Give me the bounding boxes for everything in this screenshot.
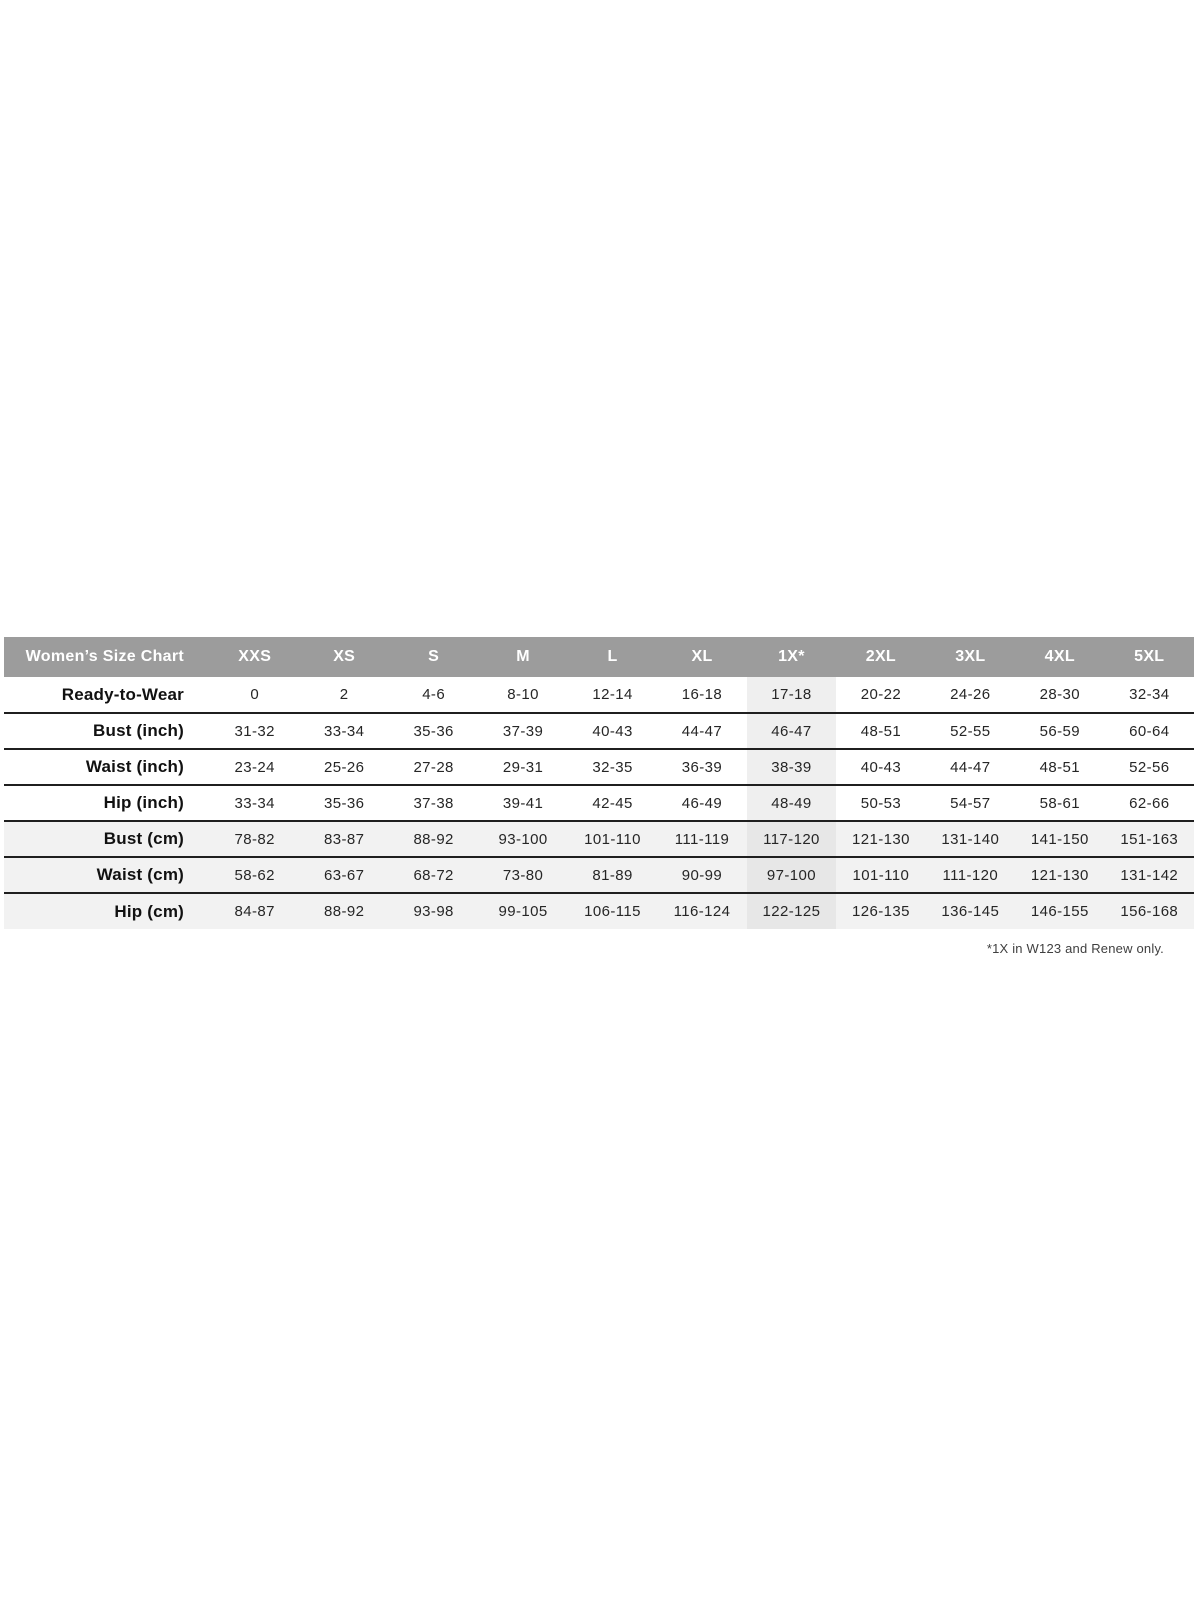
size-cell: 37-39 xyxy=(502,722,544,740)
size-cell: 81-89 xyxy=(592,866,633,884)
size-cell: 4-6 xyxy=(422,686,446,703)
size-cell: 116-124 xyxy=(673,903,731,920)
size-cell: 151-163 xyxy=(1120,830,1179,848)
size-cell: 32-35 xyxy=(592,758,633,776)
size-cell: 126-135 xyxy=(851,903,910,920)
header-row xyxy=(4,637,1194,677)
size-cell: 131-142 xyxy=(1120,866,1179,884)
table-row-waist-cm xyxy=(4,857,1194,893)
size-cell: 101-110 xyxy=(852,866,910,884)
size-cell: 62-66 xyxy=(1129,794,1170,812)
size-cell: 54-57 xyxy=(950,794,991,812)
size-cell: 83-87 xyxy=(323,830,365,848)
header-size-5xl: 5XL xyxy=(1105,637,1194,677)
size-cell: 73-80 xyxy=(502,866,544,884)
size-cell: 93-100 xyxy=(498,830,548,848)
size-cell: 40-43 xyxy=(860,758,902,776)
header-size-1x: 1X* xyxy=(747,637,836,677)
size-cell: 111-120 xyxy=(942,866,999,884)
table-row-bust-inch xyxy=(4,713,1194,749)
header-size-l: L xyxy=(568,637,657,677)
size-cell: 36-39 xyxy=(681,758,723,776)
size-cell: 48-49 xyxy=(747,785,836,821)
size-cell: 44-47 xyxy=(950,758,991,776)
size-cell: 99-105 xyxy=(498,903,548,920)
row-label: Ready-to-Wear xyxy=(61,684,184,704)
size-cell: 31-32 xyxy=(234,722,275,740)
size-cell: 0 xyxy=(250,686,260,703)
size-cell: 44-47 xyxy=(681,722,723,740)
size-cell: 58-61 xyxy=(1039,794,1080,812)
size-cell: 101-110 xyxy=(584,830,641,848)
size-cell: 37-38 xyxy=(413,794,454,812)
size-cell: 46-47 xyxy=(747,713,836,749)
size-cell: 122-125 xyxy=(747,893,836,929)
size-cell: 111-119 xyxy=(674,830,730,848)
header-size-s: S xyxy=(389,637,478,677)
size-cell: 88-92 xyxy=(413,830,454,848)
header-size-2xl: 2XL xyxy=(836,637,925,677)
size-cell: 8-10 xyxy=(507,686,539,703)
size-cell: 84-87 xyxy=(234,903,275,920)
size-cell: 33-34 xyxy=(323,722,365,740)
table-row-hip-inch xyxy=(4,785,1194,821)
size-cell: 88-92 xyxy=(323,903,365,920)
size-cell: 35-36 xyxy=(323,794,365,812)
table-row-waist-inch xyxy=(4,749,1194,785)
size-cell: 42-45 xyxy=(592,794,633,812)
size-cell: 40-43 xyxy=(592,722,633,740)
header-size-m: M xyxy=(478,637,567,677)
row-label: Hip (inch) xyxy=(103,793,184,812)
size-cell: 2 xyxy=(339,686,349,703)
header-size-xxs: XXS xyxy=(210,637,299,677)
size-cell: 63-67 xyxy=(323,866,365,884)
size-cell: 58-62 xyxy=(234,866,275,884)
header-size-xs: XS xyxy=(299,637,388,677)
size-cell: 28-30 xyxy=(1039,686,1080,703)
size-cell: 117-120 xyxy=(747,821,836,857)
size-cell: 39-41 xyxy=(502,794,544,812)
row-label: Waist (inch) xyxy=(85,757,184,776)
size-cell: 48-51 xyxy=(860,722,902,740)
size-cell: 23-24 xyxy=(234,758,275,776)
size-cell: 52-56 xyxy=(1129,758,1170,776)
header-size-4xl: 4XL xyxy=(1015,637,1104,677)
size-cell: 25-26 xyxy=(323,758,365,776)
row-label: Hip (cm) xyxy=(114,901,184,921)
size-cell: 136-145 xyxy=(941,903,1000,920)
size-cell: 52-55 xyxy=(950,722,991,740)
table-row-bust-cm xyxy=(4,821,1194,857)
footnote: *1X in W123 and Renew only. xyxy=(986,941,1164,956)
row-label: Bust (inch) xyxy=(93,721,184,740)
size-cell: 93-98 xyxy=(413,903,454,920)
table-row-ready-to-wear xyxy=(4,677,1194,713)
size-cell: 24-26 xyxy=(950,686,991,703)
row-label: Bust (cm) xyxy=(103,829,184,848)
row-label: Waist (cm) xyxy=(96,865,184,884)
header-size-xl: XL xyxy=(657,637,746,677)
size-cell: 146-155 xyxy=(1030,903,1089,920)
size-cell: 121-130 xyxy=(1030,866,1089,884)
size-cell: 38-39 xyxy=(747,749,836,785)
size-cell: 17-18 xyxy=(747,677,836,713)
size-cell: 60-64 xyxy=(1129,722,1170,740)
header-size-3xl: 3XL xyxy=(926,637,1015,677)
size-cell: 121-130 xyxy=(851,830,910,848)
size-cell: 50-53 xyxy=(860,794,902,812)
size-cell: 97-100 xyxy=(747,857,836,893)
size-cell: 141-150 xyxy=(1030,830,1089,848)
size-cell: 68-72 xyxy=(413,866,454,884)
size-cell: 131-140 xyxy=(941,830,1000,848)
size-cell: 56-59 xyxy=(1039,722,1080,740)
table-title: Women’s Size Chart xyxy=(4,637,210,677)
size-cell: 106-115 xyxy=(584,903,641,920)
size-cell: 46-49 xyxy=(681,794,723,812)
size-cell: 16-18 xyxy=(681,686,723,703)
size-chart-table xyxy=(4,637,1194,929)
size-cell: 48-51 xyxy=(1039,758,1080,776)
size-cell: 12-14 xyxy=(592,686,633,703)
table-row-hip-cm xyxy=(4,893,1194,929)
size-cell: 156-168 xyxy=(1120,903,1179,920)
size-cell: 35-36 xyxy=(413,722,454,740)
size-cell: 20-22 xyxy=(860,686,902,703)
size-cell: 27-28 xyxy=(413,758,454,776)
size-cell: 32-34 xyxy=(1129,686,1170,703)
size-cell: 29-31 xyxy=(502,758,544,776)
size-cell: 33-34 xyxy=(234,794,275,812)
size-cell: 78-82 xyxy=(234,830,275,848)
size-cell: 90-99 xyxy=(681,866,723,884)
